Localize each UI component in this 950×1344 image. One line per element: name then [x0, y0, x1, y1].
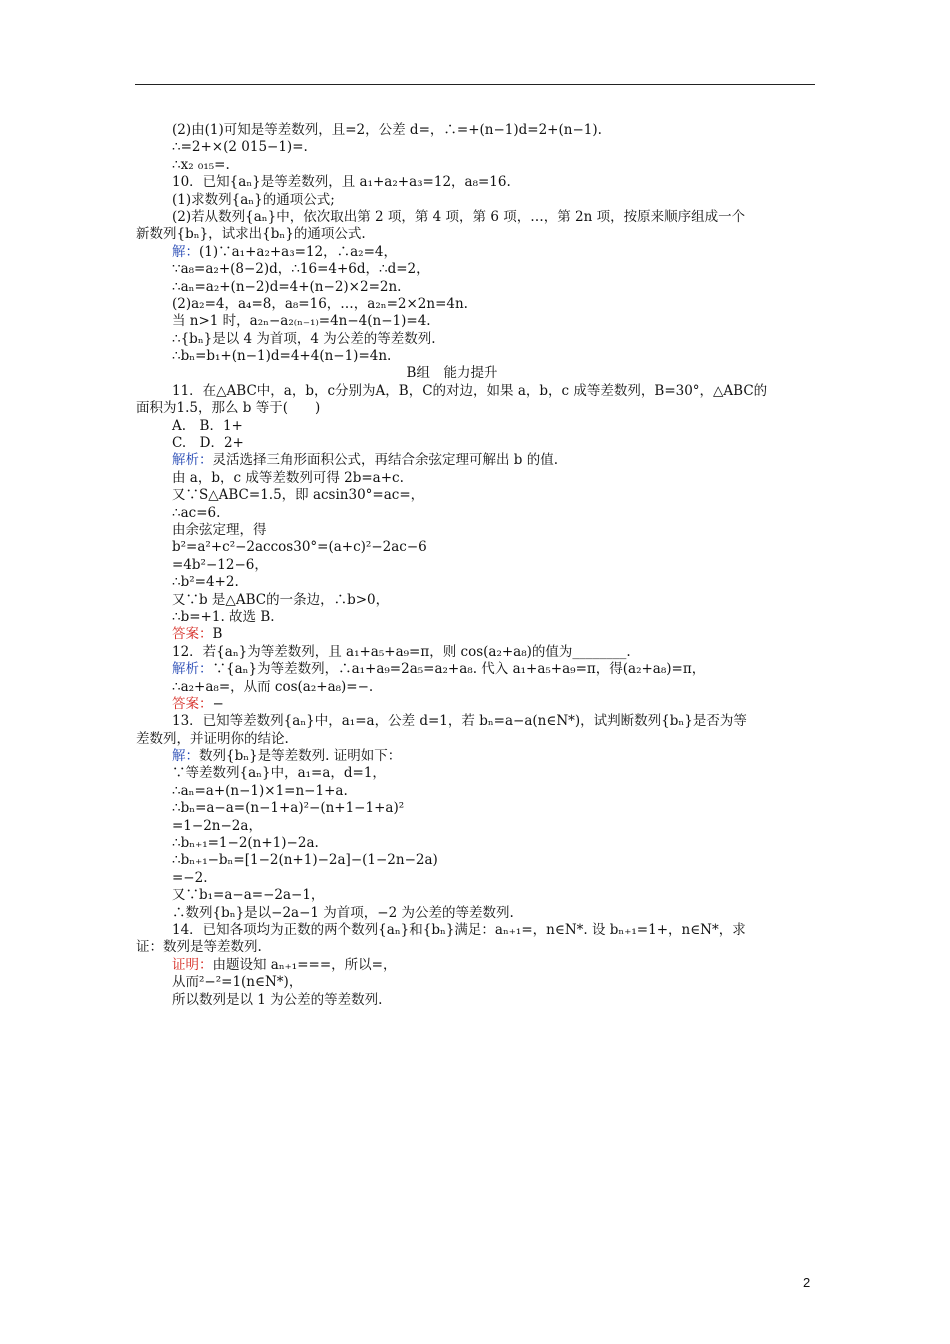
line-text: 11．在△ABC中，a，b，c分别为A，B，C的对边，如果 a，b，c 成等差数列，B=30°，△ABC的: [172, 382, 768, 399]
text-line: [172, 522, 822, 539]
text-line: [172, 992, 822, 1009]
line-text: 10．已知{aₙ}是等差数列，且 a₁+a₂+a₃=12，a₈=16.: [172, 174, 511, 191]
text-line: [172, 505, 822, 522]
text-line: [172, 609, 822, 626]
solution-label: 解析：: [172, 452, 213, 469]
text-line: [172, 574, 822, 591]
line-text: 14．已知各项均为正数的两个数列{aₙ}和{bₙ}满足：aₙ₊₁=，n∈N*. 设 bₙ₊₁=1+，n∈N*，求: [172, 921, 746, 938]
text-line: [172, 696, 822, 713]
line-text: 13．已知等差数列{aₙ}中，a₁=a，公差 d=1，若 bₙ=a−a(n∈N*)，试判断数列{bₙ}是否为等: [172, 713, 747, 730]
text-line: [172, 626, 822, 643]
line-text: ∴数列{bₙ}是以−2a−1 为首项，−2 为公差的等差数列.: [172, 904, 514, 921]
text-line: [172, 244, 822, 261]
line-text: −: [212, 695, 224, 712]
text-line: [172, 452, 822, 469]
text-line: [172, 748, 822, 765]
text-line: [172, 122, 822, 139]
solution-label: 答案：: [172, 695, 213, 712]
text-line: [172, 679, 822, 696]
line-text: ∴aₙ=a₂+(n−2)d=4+(n−2)×2=2n.: [172, 278, 402, 295]
text-line: [172, 783, 822, 800]
line-text: 由题设知 aₙ₊₁===，所以=，: [212, 956, 397, 973]
text-line: [172, 174, 822, 191]
line-text: ∴bₙ₊₁−bₙ=[1−2(n+1)−2a]−(1−2n−2a): [172, 852, 438, 869]
text-line: [172, 870, 822, 887]
line-text: ∴a₂+a₈=，从而 cos(a₂+a₈)=−.: [172, 678, 374, 695]
text-line: [136, 939, 822, 956]
line-text: 又∵b₁=a−a=−2a−1，: [172, 887, 325, 904]
text-line: [172, 539, 822, 556]
line-text: 面积为1.5，那么 b 等于( ): [136, 400, 321, 417]
line-text: ∴{bₙ}是以 4 为首项，4 为公差的等差数列.: [172, 330, 436, 347]
line-text: =−2.: [172, 869, 208, 886]
text-line: [172, 279, 822, 296]
header-rule: [135, 84, 815, 85]
line-text: ∵等差数列{aₙ}中，a₁=a，d=1，: [172, 765, 386, 782]
line-text: 由 a，b，c 成等差数列可得 2b=a+c.: [172, 469, 404, 486]
section-heading: [172, 365, 732, 382]
solution-label: 证明：: [172, 956, 213, 973]
line-text: 所以数列是以 1 为公差的等差数列.: [172, 991, 383, 1008]
line-text: A. B．1+: [172, 417, 243, 434]
text-line: [172, 818, 822, 835]
line-text: ∴bₙ=a−a=(n−1+a)²−(n+1−1+a)²: [172, 800, 405, 817]
text-line: [172, 957, 822, 974]
text-line: [172, 139, 822, 156]
solution-label: 解：: [172, 243, 199, 260]
page-number: 2: [803, 1275, 811, 1290]
line-text: ∴ac=6.: [172, 504, 221, 521]
line-text: ∴bₙ=b₁+(n−1)d=4+4(n−1)=4n.: [172, 348, 392, 365]
line-text: (1)求数列{aₙ}的通项公式;: [172, 191, 335, 208]
line-text: ∴=2+×(2 015−1)=.: [172, 139, 308, 156]
text-line: [136, 731, 822, 748]
text-line: [172, 644, 822, 661]
line-text: ∴x₂ ₀₁₅=.: [172, 156, 230, 173]
text-line: [172, 296, 822, 313]
text-line: [172, 592, 822, 609]
line-text: b²=a²+c²−2accos30°=(a+c)²−2ac−6: [172, 539, 427, 556]
line-text: =1−2n−2a，: [172, 817, 262, 834]
text-line: [172, 192, 822, 209]
text-line: [172, 470, 822, 487]
line-text: 灵活选择三角形面积公式，再结合余弦定理可解出 b 的值.: [212, 452, 559, 469]
line-text: B: [212, 626, 223, 643]
text-line: [172, 852, 822, 869]
text-line: [136, 400, 822, 417]
line-text: (2)a₂=4，a₄=8，a₈=16，…，a₂ₙ=2×2n=4n.: [172, 295, 468, 312]
text-line: [172, 348, 822, 365]
solution-label: 解：: [172, 748, 199, 765]
line-text: 又∵b 是△ABC的一条边，∴b>0，: [172, 591, 390, 608]
text-line: [172, 557, 822, 574]
text-line: [172, 418, 822, 435]
text-line: [172, 261, 822, 278]
solution-label: 解析：: [172, 661, 213, 678]
line-text: (2)由(1)可知是等差数列，且=2，公差 d=，∴=+(n−1)d=2+(n−1).: [172, 122, 602, 138]
text-line: [172, 974, 822, 991]
text-line: [172, 922, 822, 939]
line-text: ∴bₙ₊₁=1−2(n+1)−2a.: [172, 835, 319, 852]
line-text: ∴b²=4+2.: [172, 574, 239, 591]
text-line: [172, 765, 822, 782]
line-text: 又∵S△ABC=1.5，即 acsin30°=ac=，: [172, 487, 425, 504]
line-text: 从而²−²=1(n∈N*)，: [172, 974, 303, 991]
solution-label: 答案：: [172, 626, 213, 643]
text-line: [172, 435, 822, 452]
line-text: C. D．2+: [172, 435, 244, 452]
text-line: [172, 331, 822, 348]
text-line: [172, 313, 822, 330]
line-text: ∵a₈=a₂+(8−2)d，∴16=4+6d，∴d=2，: [172, 261, 430, 278]
text-line: [172, 905, 822, 922]
text-line: [172, 800, 822, 817]
line-text: (2)若从数列{aₙ}中，依次取出第 2 项，第 4 项，第 6 项，…，第 2n 项，按原来顺序组成一个: [172, 208, 746, 225]
text-line: [172, 661, 822, 678]
document-body: [136, 122, 822, 1009]
text-line: [172, 713, 822, 730]
line-text: =4b²−12−6，: [172, 556, 268, 573]
line-text: ∴b=+1. 故选 B.: [172, 608, 275, 625]
line-text: 12．若{aₙ}为等差数列，且 a₁+a₅+a₉=π，则 cos(a₂+a₈)的值为________.: [172, 643, 631, 660]
text-line: [172, 487, 822, 504]
line-text: 当 n>1 时，a₂ₙ−a₂₍ₙ₋₁₎=4n−4(n−1)=4.: [172, 313, 431, 330]
line-text: 证：数列是等差数列.: [136, 939, 262, 956]
line-text: (1)∵a₁+a₂+a₃=12，∴a₂=4，: [199, 243, 397, 260]
text-line: [172, 887, 822, 904]
text-line: [172, 209, 822, 226]
line-text: 由余弦定理，得: [172, 521, 267, 538]
line-text: 新数列{bₙ}，试求出{bₙ}的通项公式.: [136, 226, 366, 243]
text-line: [136, 226, 822, 243]
text-line: [172, 157, 822, 174]
line-text: ∴aₙ=a+(n−1)×1=n−1+a.: [172, 782, 348, 799]
line-text: 数列{bₙ}是等差数列. 证明如下：: [199, 748, 402, 765]
text-line: [172, 835, 822, 852]
line-text: 差数列，并证明你的结论.: [136, 730, 289, 747]
line-text: ∵{aₙ}为等差数列，∴a₁+a₉=2a₅=a₂+a₈. 代入 a₁+a₅+a₉=π，得(a₂+a₈)=π，: [212, 661, 706, 678]
text-line: [172, 383, 822, 400]
line-text: B组 能力提升: [406, 365, 498, 382]
